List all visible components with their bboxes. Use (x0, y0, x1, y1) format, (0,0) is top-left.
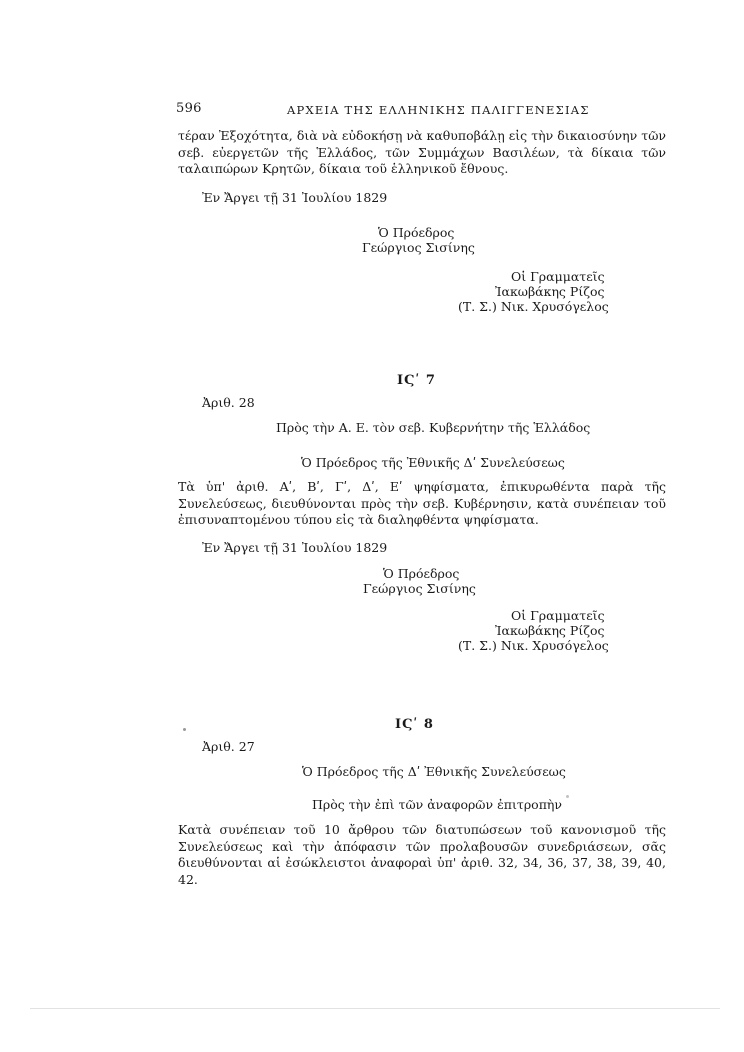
running-title: ΑΡΧΕΙΑ ΤΗΣ ΕΛΛΗΝΙΚΗΣ ΠΑΛΙΓΓΕΝΕΣΙΑΣ (287, 103, 590, 117)
intro-secretary-1: Ἰακωβάκης Ρίζος (495, 284, 605, 299)
intro-secretary-2: (Τ. Σ.) Νικ. Χρυσόγελος (458, 299, 609, 314)
section-7-number: Ἀριθ. 28 (202, 395, 255, 410)
section-7-secretaries-title: Οἱ Γραμματεῖς (511, 608, 605, 623)
page-number: 596 (176, 101, 202, 116)
intro-place-date: Ἐν Ἄργει τῇ 31 Ἰουλίου 1829 (202, 190, 388, 205)
section-8-heading: ΙϚʹ 8 (395, 717, 434, 732)
section-8-number: Ἀριθ. 27 (202, 739, 255, 754)
section-7-president-title: Ὁ Πρόεδρος (383, 566, 460, 581)
section-7-sender: Ὁ Πρόεδρος τῆς Ἐθνικῆς Δʹ Συνελεύσεως (301, 455, 565, 470)
scan-rule (30, 1008, 720, 1009)
section-8-sender: Ὁ Πρόεδρος τῆς Δʹ Ἐθνικῆς Συνελεύσεως (302, 764, 566, 779)
section-7-place-date: Ἐν Ἄργει τῇ 31 Ἰουλίου 1829 (202, 540, 388, 555)
scan-speck (566, 795, 569, 798)
intro-secretaries-title: Οἱ Γραμματεῖς (511, 269, 605, 284)
section-7-paragraph: Τὰ ὑπ' ἀριθ. Αʹ, Βʹ, Γʹ, Δʹ, Εʹ ψηφίσματα, ἐπικυρωθέντα παρὰ τῆς Συνελεύσεως, διευθύνονται πρὸς τὴν σεβ. Κυβέρνησιν, κατὰ συνέπειαν τοῦ ἐπισυναπτομένου τύπου εἰς τὰ διαληφθέντα ψηφίσματα. (178, 479, 666, 528)
section-7-secretary-1: Ἰακωβάκης Ρίζος (495, 623, 605, 638)
intro-president-title: Ὁ Πρόεδρος (378, 225, 455, 240)
intro-president-name: Γεώργιος Σισίνης (362, 240, 475, 255)
section-7-secretary-2: (Τ. Σ.) Νικ. Χρυσόγελος (458, 638, 609, 653)
section-7-president-name: Γεώργιος Σισίνης (363, 581, 476, 596)
section-8-addressee: Πρὸς τὴν ἐπὶ τῶν ἀναφορῶν ἐπιτροπὴν (312, 797, 562, 812)
section-7-heading: ΙϚʹ 7 (397, 373, 436, 388)
intro-paragraph: τέραν Ἐξοχότητα, διὰ νὰ εὐδοκήσῃ νὰ καθυποβάλῃ εἰς τὴν δικαιοσύνην τῶν σεβ. εὐεργετῶν τῆς Ἑλλάδος, τῶν Συμμάχων Βασιλέων, τὰ δίκαια τῶν ταλαιπώρων Κρητῶν, δίκαια τοῦ ἑλληνικοῦ ἔθνους. (178, 128, 666, 177)
scan-speck (183, 728, 186, 731)
section-7-addressee: Πρὸς τὴν Α. Ε. τὸν σεβ. Κυβερνήτην τῆς Ἑλλάδος (276, 420, 591, 435)
section-8-paragraph: Κατὰ συνέπειαν τοῦ 10 ἄρθρου τῶν διατυπώσεων τοῦ κανονισμοῦ τῆς Συνελεύσεως καὶ τὴν ἀπόφασιν τῶν προλαβουσῶν συνεδριάσεων, σᾶς διευθύνονται αἱ ἐσώκλειστοι ἀναφοραὶ ὑπ' ἀριθ. 32, 34, 36, 37, 38, 39, 40, 42. (178, 822, 666, 887)
